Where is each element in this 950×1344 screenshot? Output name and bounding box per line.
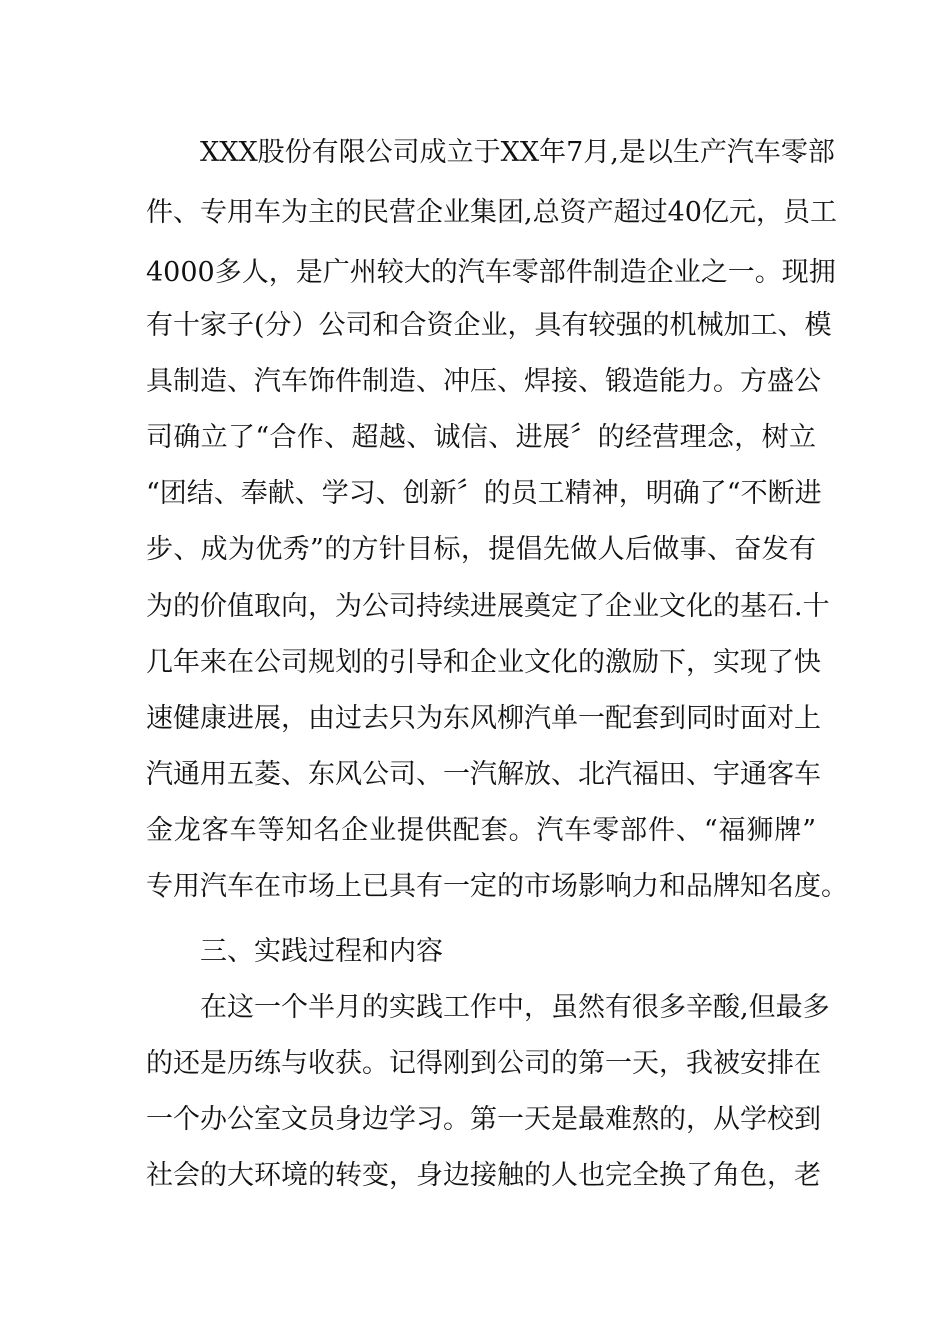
paragraph-line-5: 具制造、汽车饰件制造、冲压、焊接、锻造能力。方盛公: [146, 366, 821, 397]
paragraph-line-4: 有十家子(分）公司和合资企业，具有较强的机械加工、模: [146, 310, 832, 341]
paragraph-line-6: 司确立了“合作、超越、诚信、进展〞的经营理念，树立: [146, 422, 816, 453]
section-heading: 三、实践过程和内容: [200, 936, 443, 967]
paragraph-line-16: 的还是历练与收获。记得刚到公司的第一天，我被安排在: [146, 1048, 821, 1079]
paragraph-line-11: 速健康进展，由过去只为东风柳汽单一配套到同时面对上: [146, 703, 821, 734]
paragraph-line-9: 为的价值取向，为公司持续进展奠定了企业文化的基石.十: [146, 591, 830, 622]
paragraph-line-15: 在这一个半月的实践工作中，虽然有很多辛酸,但最多: [200, 992, 830, 1023]
paragraph-line-12: 汽通用五菱、东风公司、一汽解放、北汽福田、宇通客车: [146, 759, 821, 790]
paragraph-line-17: 一个办公室文员身边学习。第一天是最难熬的，从学校到: [146, 1104, 821, 1135]
paragraph-line-13: 金龙客车等知名企业提供配套。汽车零部件、“福狮牌”: [146, 815, 816, 846]
paragraph-line-10: 几年来在公司规划的引导和企业文化的激励下，实现了快: [146, 647, 821, 678]
paragraph-line-14: 专用汽车在市场上已具有一定的市场影响力和品牌知名度。: [146, 871, 848, 902]
paragraph-line-18: 社会的大环境的转变，身边接触的人也完全换了角色，老: [146, 1160, 821, 1191]
paragraph-line-3: 4000多人，是广州较大的汽车零部件制造企业之一。现拥: [146, 257, 836, 288]
paragraph-line-8: 步、成为优秀”的方针目标，提倡先做人后做事、奋发有: [146, 534, 816, 565]
paragraph-line-2: 件、专用车为主的民营企业集团,总资产超过40亿元，员工: [146, 197, 837, 228]
paragraph-line-7: “团结、奉献、学习、创新〞的员工精神，明确了“不断进: [146, 478, 822, 509]
paragraph-line-1: XXX股份有限公司成立于XX年7月,是以生产汽车零部: [200, 137, 835, 168]
